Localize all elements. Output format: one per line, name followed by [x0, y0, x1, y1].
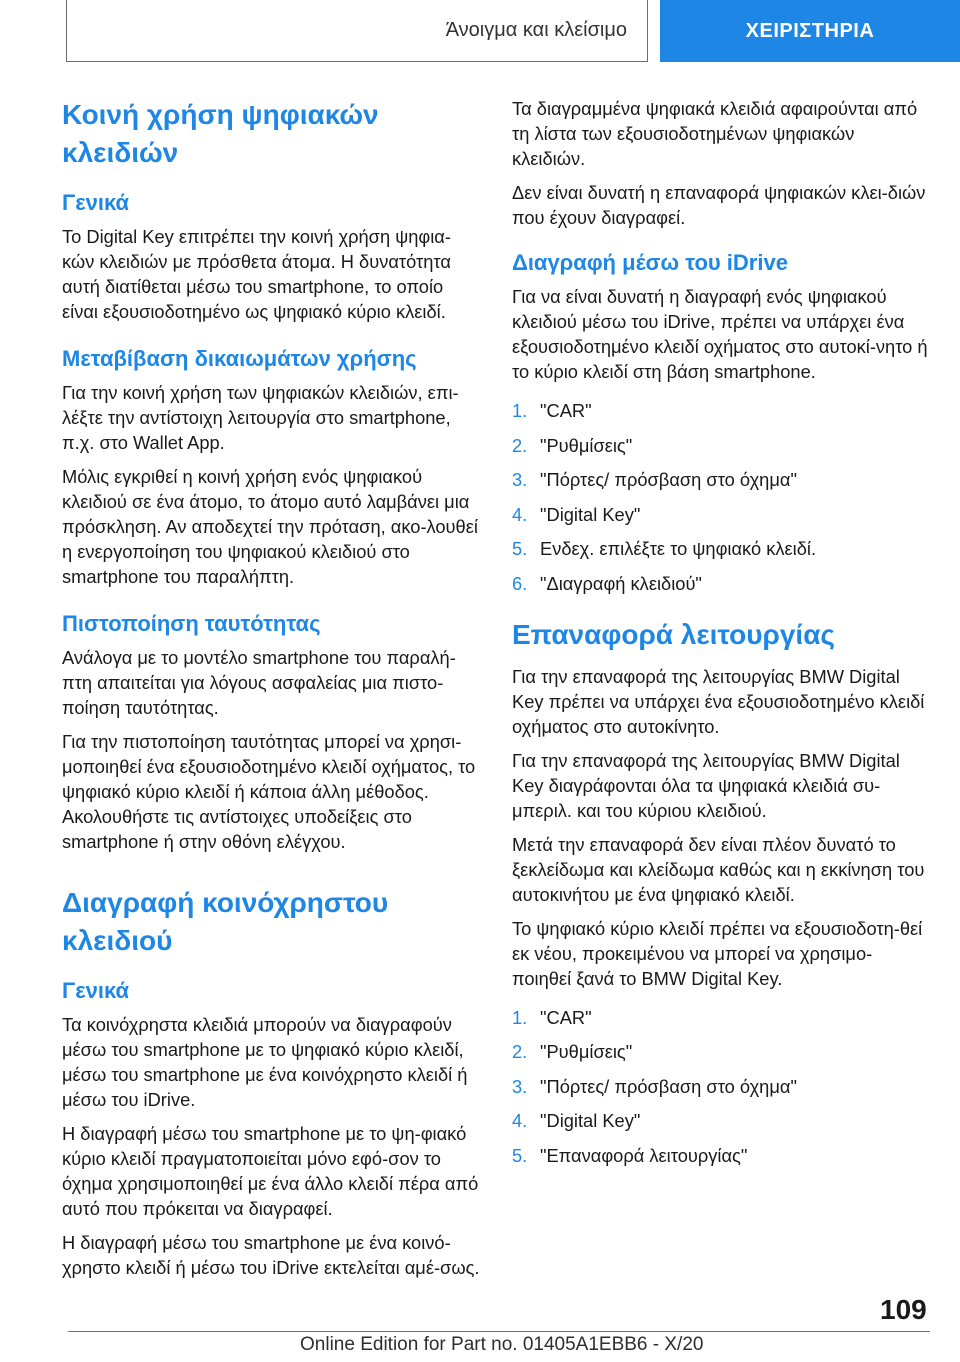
step-text: "Διαγραφή κλειδιού": [540, 572, 702, 594]
paragraph-delete-2: Η διαγραφή μέσω του smartphone με το ψη-φιακό κύριο κλειδί πραγματοποιείται μόνο εφό-σον το όχημα χρησιμοποιηθεί με ένα άλλο κλειδί πέρα από αυτό που πρόκειται να διαγραφεί.: [62, 1123, 479, 1219]
paragraph-no-restore: Δεν είναι δυνατή η επαναφορά ψηφιακών κλει-διών που έχουν διαγραφεί.: [512, 182, 926, 228]
heading-general: Γενικά: [62, 190, 130, 215]
paragraph-delete-1: Τα κοινόχρηστα κλειδιά μπορούν να διαγραφούν μέσω του smartphone με το ψηφιακό κύριο κλειδί, μέσω του smartphone με ένα κοινόχρηστο κλειδί ή μέσω του iDrive.: [62, 1014, 468, 1110]
list-item: [512, 1039, 930, 1064]
paragraph-rights-1: Για την κοινή χρήση των ψηφιακών κλειδιών, επι-λέξτε την αντίστοιχη λειτουργία στο smartphone, π.χ. στο Wallet App.: [62, 382, 459, 453]
heading-delete-via-idrive: Διαγραφή μέσω του iDrive: [512, 250, 788, 275]
paragraph-restore-1: Για την επαναφορά της λειτουργίας BMW Digital Key πρέπει να υπάρχει ένα εξουσιοδοτημένο κλειδί οχήματος στο αυτοκίνητο.: [512, 665, 925, 737]
steps-restore-list: [512, 1005, 930, 1168]
list-item: [512, 571, 930, 596]
list-item: [512, 1074, 930, 1099]
page-number: 109: [880, 1294, 927, 1325]
edition-footer: Online Edition for Part no. 01405A1EBB6 - X/20: [300, 1334, 704, 1355]
step-number: 3.: [512, 469, 528, 490]
list-item: [512, 398, 930, 423]
step-number: 1.: [512, 400, 528, 421]
step-text: "Πόρτες/ πρόσβαση στο όχημα": [540, 1075, 797, 1097]
step-number: 3.: [512, 1075, 528, 1097]
heading-restore-function: Επαναφορά λειτουργίας: [512, 618, 835, 650]
list-item: [512, 1143, 930, 1168]
left-column: [62, 96, 482, 1289]
list-item: [512, 1108, 930, 1133]
paragraph-idrive: Για να είναι δυνατή η διαγραφή ενός ψηφιακού κλειδιού μέσω του iDrive, πρέπει να υπάρχει ένα εξουσιοδοτημένο κλειδί οχήματος στο αυτοκί-νητο ή το κύριο κλειδί στη βάση smartphone.: [512, 286, 928, 382]
step-text: "CAR": [540, 400, 592, 421]
step-number: 6.: [512, 572, 528, 594]
right-column: [512, 96, 930, 1184]
step-text: "Πόρτες/ πρόσβαση στο όχημα": [540, 469, 797, 490]
paragraph-restore-4: Το ψηφιακό κύριο κλειδί πρέπει να εξουσιοδοτη-θεί εκ νέου, προκειμένου να μπορεί να χρησιμο-ποιηθεί ξανά το BMW Digital Key.: [512, 917, 923, 989]
steps-delete-list: [512, 398, 930, 596]
paragraph-removed-keys: Τα διαγραμμένα ψηφιακά κλειδιά αφαιρούνται από τη λίστα των εξουσιοδοτημένων ψηφιακών κλειδιών.: [512, 98, 918, 169]
section-title: Άνοιγμα και κλείσιμο: [66, 0, 648, 62]
step-text: Ενδεχ. επιλέξτε το ψηφιακό κλειδί.: [540, 538, 817, 559]
paragraph-restore-2: Για την επαναφορά της λειτουργίας BMW Digital Key διαγράφονται όλα τα ψηφιακά κλειδιά συ-μπεριλ. και του κύριου κλειδιού.: [512, 749, 900, 821]
step-number: 4.: [512, 1110, 528, 1131]
step-text: "Digital Key": [540, 1110, 641, 1131]
chapter-tab: ΧΕΙΡΙΣΤΗΡΙΑ: [660, 0, 960, 62]
page-header: [0, 0, 960, 66]
step-text: "Ρυθμίσεις": [540, 434, 633, 456]
step-number: 2.: [512, 1041, 528, 1062]
step-text: "Ρυθμίσεις": [540, 1041, 633, 1062]
step-number: 5.: [512, 1144, 528, 1166]
list-item: [512, 536, 930, 561]
heading-shared-keys: Κοινή χρήση ψηφιακών κλειδιών: [62, 99, 379, 168]
paragraph-delete-3: Η διαγραφή μέσω του smartphone με ένα κοινό-χρηστο κλειδί ή μέσω του iDrive εκτελείται αμέ-σως.: [62, 1232, 480, 1278]
list-item: [512, 1005, 930, 1030]
paragraph-rights-2: Μόλις εγκριθεί η κοινή χρήση ενός ψηφιακού κλειδιού σε ένα άτομο, το άτομο αυτό λαμβάνει μια πρόσκληση. Αν αποδεχτεί την πρόταση, ακο-λουθεί η ενεργοποίηση του ψηφιακού κλειδιού στο smartphone του παραλήπτη.: [62, 466, 478, 587]
heading-delete-shared-key: Διαγραφή κοινόχρηστου κλειδιού: [62, 887, 389, 956]
footer-divider: [68, 1331, 930, 1332]
heading-general-2: Γενικά: [62, 978, 130, 1003]
step-text: "CAR": [540, 1006, 592, 1028]
step-text: "Επαναφορά λειτουργίας": [540, 1144, 748, 1166]
list-item: [512, 467, 930, 492]
list-item: [512, 502, 930, 527]
list-item: [512, 433, 930, 458]
paragraph-restore-3: Μετά την επαναφορά δεν είναι πλέον δυνατό το ξεκλείδωμα και κλείδωμα καθώς και η εκκίνηση του αυτοκινήτου με ένα ψηφιακό κλειδί.: [512, 833, 925, 905]
step-number: 4.: [512, 503, 528, 525]
heading-authentication: Πιστοποίηση ταυτότητας: [62, 611, 321, 636]
heading-transfer-rights: Μεταβίβαση δικαιωμάτων χρήσης: [62, 346, 417, 371]
step-text: "Digital Key": [540, 503, 641, 525]
step-number: 5.: [512, 538, 528, 559]
paragraph-auth-1: Ανάλογα με το μοντέλο smartphone του παραλή-πτη απαιτείται για λόγους ασφαλείας μια πιστο-ποίηση ταυτότητας.: [62, 647, 456, 718]
paragraph-general: Το Digital Key επιτρέπει την κοινή χρήση ψηφια-κών κλειδιών με πρόσθετα άτομα. Η δυνατότητα αυτή διατίθεται μέσω του smartphone, το οποίο είναι εξουσιοδοτημένο ως ψηφιακό κύριο κλειδί.: [62, 226, 451, 322]
step-number: 2.: [512, 434, 528, 456]
paragraph-auth-2: Για την πιστοποίηση ταυτότητας μπορεί να χρησι-μοποιηθεί ένα εξουσιοδοτημένο κλειδί οχήματος, το ψηφιακό κύριο κλειδί ή κάποια άλλη μέθοδος. Ακολουθήστε τις αντίστοιχες υποδείξεις στο smartphone ή στην οθόνη ελέγχου.: [62, 731, 476, 852]
step-number: 1.: [512, 1006, 528, 1028]
